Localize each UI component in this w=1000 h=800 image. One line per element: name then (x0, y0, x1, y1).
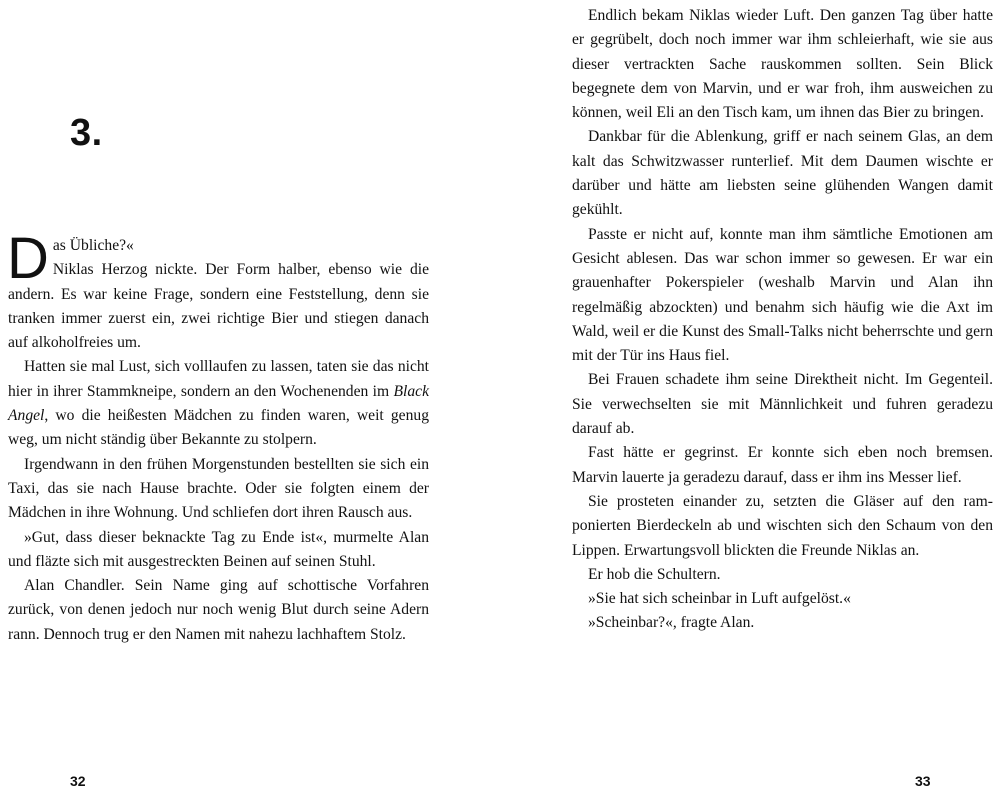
paragraph: Hatten sie mal Lust, sich volllaufen zu lassen, taten sie das nicht hier in ihrer Stammkneipe, sondern an den Wochenenden im Black Angel, wo die heißesten Mädchen zu finden waren, weit genug weg, um nicht ständig über Bekannte zu stolpern. (8, 358, 429, 449)
page-number: 33 (915, 773, 931, 789)
paragraph: Bei Frauen schadete ihm seine Direktheit nicht. Im Gegenteil. Sie verwechselten sie mit Männlichkeit und fuhren geradezu darauf ab. (572, 371, 993, 438)
paragraph: Niklas Herzog nickte. Der Form halber, ebenso wie die andern. Es war keine Frage, sondern eine Feststellung, denn sie tranken immer zuerst ein, zwei richtige Bier und stiegen danach auf alkoholfreies um. (8, 261, 429, 352)
paragraph: Passte er nicht auf, konnte man ihm sämtliche Emotionen am Gesicht ablesen. Das war schon immer so gewesen. Er war ein grauenhafter Pokerspieler (weshalb Marvin und Alan ihn regelmäßig abzockten) und benahm sich häufig wie die Axt im Wald, weil er die Kunst des Small-Talks nicht beherrschte und gern mit der Tür ins Haus fiel. (572, 225, 993, 365)
opening-line-text: as Übliche?« (52, 237, 134, 254)
opening-line (7, 226, 429, 291)
paragraph: Er hob die Schultern. (588, 565, 721, 583)
dialogue-line: »Scheinbar?«, fragte Alan. (588, 614, 755, 632)
paragraph: Fast hätte er gegrinst. Er konnte sich eben noch bremsen. Marvin lauerte ja geradezu darauf, dass er ihm ins Messer lief. (572, 444, 993, 486)
page-number: 32 (70, 773, 86, 789)
drop-cap: D (7, 226, 49, 291)
dialogue-line: »Sie hat sich scheinbar in Luft aufgelöst.« (588, 590, 851, 608)
paragraph: Sie prosteten einander zu, setzten die Gläser auf den ramponierten Bierdeckeln ab und wischten sich den Schaum von den Lippen. Erwartungsvoll blickten die Freunde Niklas an. (572, 492, 993, 559)
left-page-text (7, 226, 429, 647)
paragraph: Irgendwann in den frühen Morgenstunden bestellten sie sich ein Taxi, das sie nach Hause brachte. Oder sie folgten einem der Mädchen in ihre Wohnung. Und schliefen dort ihren Rausch aus. (8, 455, 429, 522)
right-page-text (572, 4, 993, 636)
chapter-number: 3. (70, 112, 103, 154)
venue-name: Black Angel (8, 382, 429, 425)
paragraph: »Gut, dass dieser beknackte Tag zu Ende ist«, murmelte Alan und fläzte sich mit ausgestreckten Beinen auf seinen Stuhl. (8, 528, 429, 570)
right-page (500, 0, 1000, 800)
paragraph: Alan Chandler. Sein Name ging auf schottische Vorfahren zurück, von denen jedoch nur noch wenig Blut durch seine Adern rann. Dennoch trug er den Namen mit nahezu lachhaftem Stolz. (8, 577, 429, 643)
paragraph: Endlich bekam Niklas wieder Luft. Den ganzen Tag über hatte er gegrübelt, doch noch immer war ihm schleierhaft, wie sie aus dieser vertrackten Sache rauskommen sollten. Sein Blick begegnete dem von Marvin, und er war froh, ihm ausweichen zu können, weil Eli an den Tisch kam, um ihnen das Bier zu bringen. (572, 7, 993, 122)
paragraph: Dankbar für die Ablenkung, griff er nach seinem Glas, an dem kalt das Schwitzwasser runterlief. Mit dem Daumen wischte er darüber und hätte am liebsten seine glühenden Wangen damit gekühlt. (572, 128, 993, 219)
